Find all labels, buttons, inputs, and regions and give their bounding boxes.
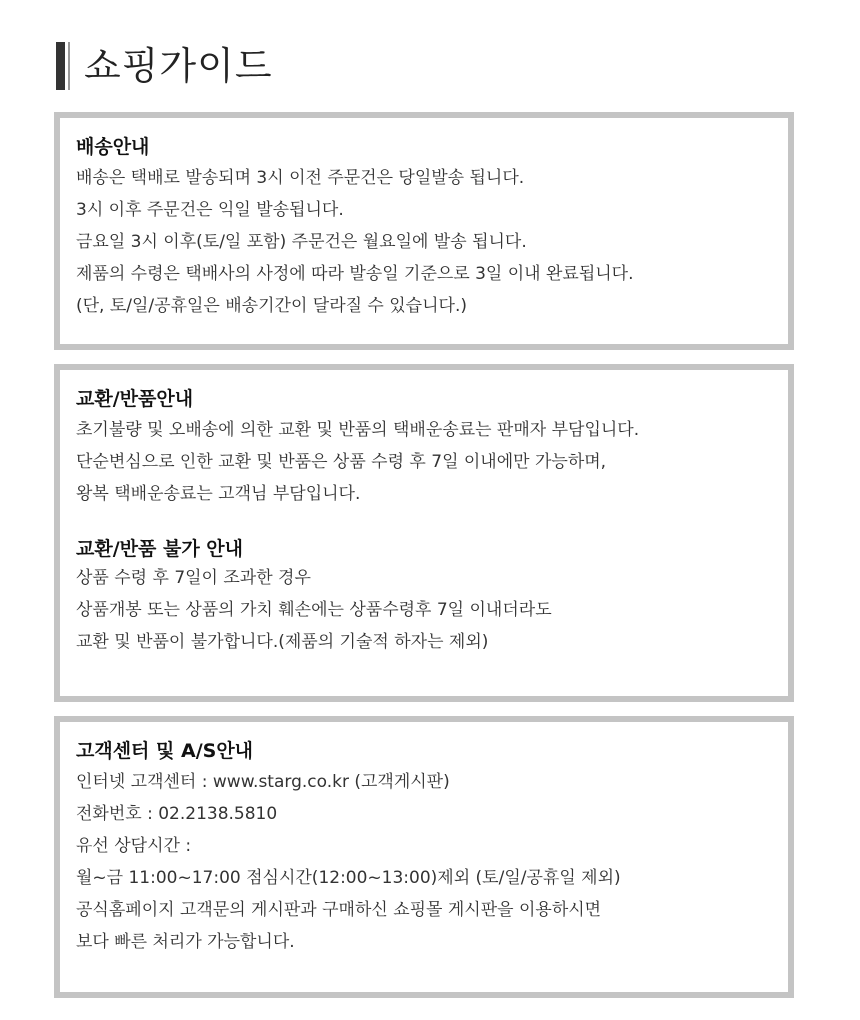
page-title: 쇼핑가이드	[84, 44, 273, 88]
shipping-line: 제품의 수령은 택배사의 사정에 따라 발송일 기준으로 3일 이내 완료됩니다.	[76, 264, 634, 284]
shipping-line: 3시 이후 주문건은 익일 발송됩니다.	[76, 200, 344, 220]
shipping-line: (단, 토/일/공휴일은 배송기간이 달라질 수 있습니다.)	[76, 296, 467, 316]
customer-center-line: 보다 빠른 처리가 가능합니다.	[76, 932, 295, 952]
title-marker-icon	[56, 42, 65, 90]
exchange-unavailable-heading: 교환/반품 불가 안내	[76, 538, 244, 560]
exchange-line: 단순변심으로 인한 교환 및 반품은 상품 수령 후 7일 이내에만 가능하며,	[76, 452, 607, 472]
customer-center-line: 유선 상담시간 :	[76, 836, 192, 856]
customer-center-line: 공식홈페이지 고객문의 게시판과 구매하신 쇼핑몰 게시판을 이용하시면	[76, 900, 602, 920]
exchange-line: 초기불량 및 오배송에 의한 교환 및 반품의 택배운송료는 판매자 부담입니다.	[76, 420, 640, 440]
customer-center-heading: 고객센터 및 A/S안내	[76, 740, 254, 762]
exchange-unavailable-line: 상품개봉 또는 상품의 가치 훼손에는 상품수령후 7일 이내더라도	[76, 600, 552, 620]
customer-center-box	[54, 716, 794, 998]
exchange-unavailable-line: 상품 수령 후 7일이 조과한 경우	[76, 568, 311, 588]
shipping-heading: 배송안내	[76, 136, 150, 158]
customer-center-line: 인터넷 고객센터 : www.starg.co.kr (고객게시판)	[76, 772, 450, 792]
exchange-unavailable-block	[76, 536, 788, 658]
exchange-unavailable-line: 교환 및 반품이 불가합니다.(제품의 기술적 하자는 제외)	[76, 632, 489, 652]
exchange-heading: 교환/반품안내	[76, 388, 194, 410]
customer-center-line: 전화번호 : 02.2138.5810	[76, 804, 278, 824]
shipping-line: 금요일 3시 이후(토/일 포함) 주문건은 월요일에 발송 됩니다.	[76, 232, 527, 252]
exchange-line: 왕복 택배운송료는 고객님 부담입니다.	[76, 484, 361, 504]
shipping-line: 배송은 택배로 발송되며 3시 이전 주문건은 당일발송 됩니다.	[76, 168, 525, 188]
customer-center-line: 월~금 11:00~17:00 점심시간(12:00~13:00)제외 (토/일/공휴일 제외)	[76, 868, 621, 888]
page-header	[56, 40, 273, 92]
shipping-info-box	[54, 112, 794, 350]
exchange-return-box	[54, 364, 794, 702]
title-marker-accent	[68, 42, 70, 90]
